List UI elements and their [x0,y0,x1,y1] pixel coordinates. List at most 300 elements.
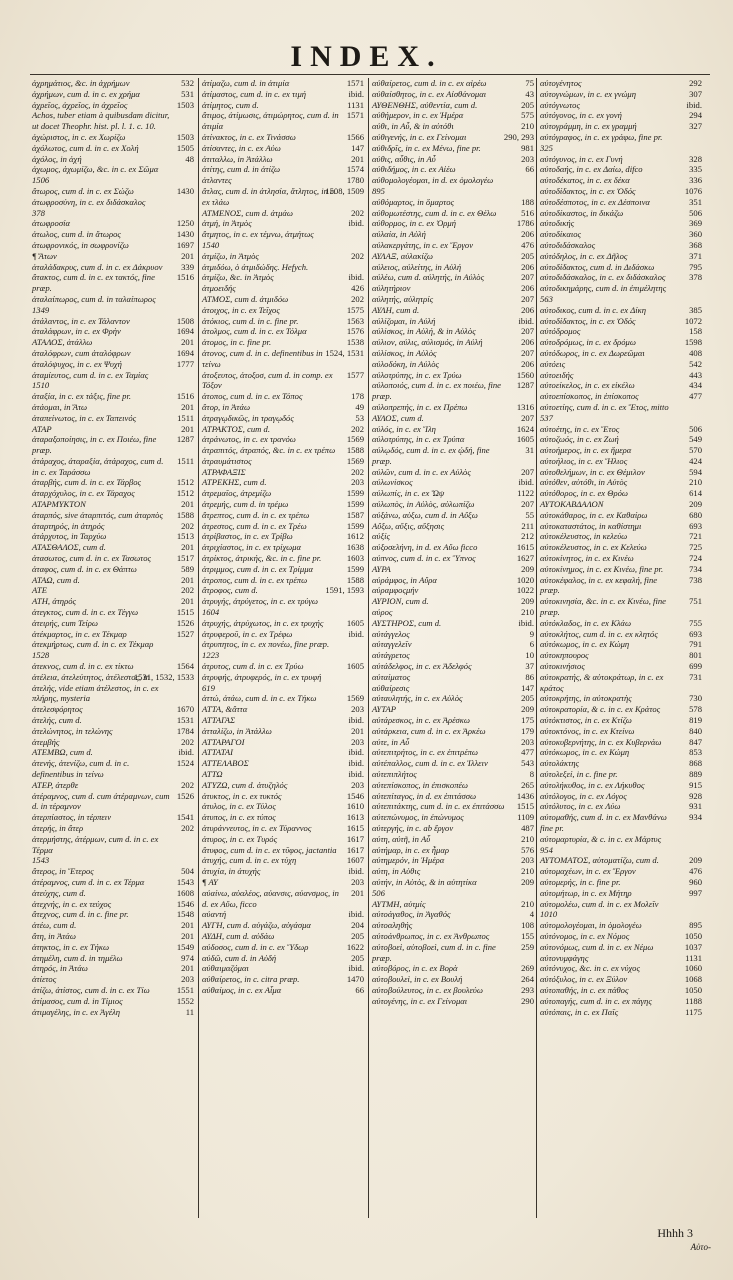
entry-page-number: 791 [689,639,702,650]
index-entry [32,391,194,402]
index-entry [540,402,702,413]
index-entry [540,186,702,197]
entry-text: 563 [540,293,553,304]
entry-text: αὐτοάγαθος, in Ἀγαθός [372,909,451,920]
entry-text: αὐτοκηπουρος [540,650,589,661]
entry-text: αὐθαίρετος, in c. citra præp. [202,974,300,985]
entry-page-number: 1511 [177,412,194,423]
entry-text: ἀτελώνητος, in τελώνης [32,725,113,736]
index-entry [540,650,702,661]
entry-page-number: 614 [689,488,702,499]
entry-page-number: 1588 [176,509,194,520]
entry-page-number: 43 [525,88,534,99]
entry-page-number: 212 [521,531,534,542]
index-entry [372,553,534,564]
entry-text: ἀτρυχής, ἀτρύχωτος, in c. ex τρυχής [202,617,324,628]
index-entry [202,704,364,715]
index-entry [540,132,702,143]
entry-text: αὐτόθορος, in c. ex Θρόω [540,488,628,499]
entry-text: ἀτρίβαστος, in c. ex Τρίβω [202,531,293,542]
entry-page-number: 594 [689,466,702,477]
entry-text: αὐτόδηλος, in c. ex Δῆλος [540,250,628,261]
index-entry [540,283,702,294]
entry-page-number: 1603 [346,553,364,564]
entry-page-number: 290 [521,995,534,1006]
entry-page-number: 1574 [346,164,364,175]
index-entry [32,208,194,219]
index-entry [202,758,364,769]
entry-text: ἀτριμμος, cum d. in c. ex Τρίμμα [202,563,314,574]
entry-text: ἄτεχνος, cum d. in c. fine pr. [32,909,129,920]
index-entry [372,175,534,186]
index-entry [202,78,364,89]
entry-text: αὐταγγελεῖν [372,639,412,650]
entry-text: ΑΤΡΕΚΗΣ, cum d. [202,477,267,488]
index-entry [202,413,364,424]
index-entry [32,985,194,996]
entry-page-number: 576 [521,844,534,855]
entry-page-number: 981 [521,142,534,153]
index-entry [32,488,194,499]
entry-page-number: 997 [689,887,702,898]
entry-text: ἀχωμος, ἀχωμίζω, &c. in c. ex Σῶμα [32,164,159,175]
entry-text: αὐλῶν, cum d. in c. ex Αὐλὸς [372,466,471,477]
index-entry [372,121,534,132]
entry-text: ΑΥΡΑ [372,563,391,574]
index-entry [32,931,194,942]
index-entry [540,985,702,996]
index-entry [32,499,194,510]
entry-text: αὐτοπαγής, cum d. in c. ex πάγης [540,995,652,1006]
entry-page-number: 549 [689,434,702,445]
entry-text: ἀταλαίπωρος, cum d. in ταλαίπωρος [32,293,156,304]
entry-text: ἀτρυφεροῦ, in c. ex Τρέφω [202,628,293,639]
entry-page-number: 575 [521,110,534,121]
entry-page-number: 1526 [176,617,194,628]
entry-page-number: 1531, 1532, 1533 [133,671,194,682]
index-entry [202,542,364,553]
entry-page-number: 206 [521,337,534,348]
entry-text: αὐπνος, cum d. in c. ex Ὕπνος [372,553,476,564]
entry-page-number: 1436 [516,790,534,801]
entry-page-number: 210 [521,121,534,132]
entry-text: αὐτοδαής, in c. ex Δαίω, difco [540,164,643,175]
entry-page-number: 516 [521,207,534,218]
entry-page-number: 1508, 1509 [325,185,364,196]
entry-text: ΑΥΤΟΚΑΒΔΑΛΟΝ [540,499,604,510]
index-entry [32,370,194,381]
entry-text: αὐτεργής, in c. ab ἔργον [372,822,454,833]
entry-page-number: 1020 [516,574,534,585]
entry-page-number: 37 [525,661,534,672]
entry-text: Αὔξω, αὔξις, αὔξησις [372,520,445,531]
entry-text: αὐθομωτέστης, cum d. in c. ex Θέλω [372,207,497,218]
index-entry [202,564,364,575]
entry-text: ΑΥΓΗ, cum d. αὐγάζω, αὐγάσμα [202,920,311,931]
index-entry [540,143,702,154]
index-entry [202,823,364,834]
index-entry [540,791,702,802]
entry-text: ¶ ΑΥ [202,876,218,887]
index-entry [202,240,364,251]
index-entry [540,931,702,942]
index-entry [372,542,534,553]
index-entry [32,521,194,532]
entry-page-number: 424 [689,455,702,466]
page-title: INDEX. [290,40,443,73]
entry-text: αὐτέπαλλος, cum d. in c. ex Ἰλλειν [372,758,488,769]
entry-page-number: 895 [689,920,702,931]
entry-text: αὐθαίσθητος, in c. ex Αἰσθάνομαι [372,88,487,99]
index-entry [202,110,364,132]
index-entry [372,326,534,337]
index-entry [372,531,534,542]
entry-text: ἀτυχής, cum d. in c. ex τύχη [202,855,297,866]
entry-page-number: 1517 [176,553,194,564]
entry-page-number: 203 [521,736,534,747]
index-entry [372,985,534,996]
index-entry [32,380,194,391]
entry-text: ἀτωφροσύνη, in c. ex διδάσκαλος [32,196,146,207]
index-entry [202,499,364,510]
entry-page-number: 201 [181,574,194,585]
entry-text: αὐτοδικημάρης, cum d. in ἐπιμέλητης [540,283,667,294]
column-separator [198,78,199,1218]
entry-page-number: 207 [521,466,534,477]
entry-page-number: 108 [521,920,534,931]
entry-text: αὐθαίμος, in c. ex Αἷμα [202,984,282,995]
entry-text: 1506 [32,175,50,186]
index-entry [202,639,364,650]
index-entry [540,391,702,402]
index-column-2 [202,78,364,1218]
entry-page-number: ibid. [348,866,364,877]
index-entry [202,672,364,683]
entry-text: αὐτεπίσκοπος, in ἐπισκοπέω [372,779,468,790]
entry-page-number: 201 [181,963,194,974]
entry-page-number: 204 [351,920,364,931]
index-entry [540,467,702,478]
entry-page-number: 1622 [346,941,364,952]
entry-text: αὐτόπαις, in c. ex Παῖς [540,1006,619,1017]
entry-page-number: 4 [529,909,534,920]
entry-page-number: 203 [351,779,364,790]
entry-page-number: 8 [529,769,534,779]
index-entry [540,942,702,953]
entry-text: αὐτόγυνος, in c. ex Γυνή [540,153,623,164]
entry-text: αὐτοκίνημος, in c. ex Κινέω, fine pr. [540,563,664,574]
entry-text: ΑΤΥΖΩ, cum d. ἀτυζηλός [202,779,288,790]
index-entry [372,899,534,910]
index-entry [32,823,194,834]
entry-page-number: 1577 [346,369,364,380]
index-entry [32,337,194,348]
entry-text: αὐθι, in Αὖ, & in αὐτόθι [372,121,454,132]
index-entry [202,132,364,143]
index-entry [202,596,364,607]
entry-text: ἀτεκμήρτως, cum d. in c. ex Τέκμαρ [32,639,154,650]
entry-text: αὐτόγραφος, in c. ex γράφω, fine pr. [540,131,663,142]
entry-text: ἀτίσαντες, in c. ex Αὐω [202,142,281,153]
index-entry [202,931,364,942]
entry-text: ἀτωφρονικός, in σωφρονίζω [32,239,129,250]
entry-text: ἀτρίκτος, ἀτρικής, &c. in c. fine pr. [202,553,322,564]
entry-page-number: 205 [521,250,534,261]
index-entry [202,585,364,596]
entry-page-number: 294 [689,110,702,121]
entry-text: ἀτμή, in Ἀτμὸς [202,218,252,229]
index-entry [32,596,194,607]
entry-page-number: 205 [351,952,364,963]
index-entry [540,316,702,327]
entry-page-number: 504 [181,866,194,877]
index-entry [540,974,702,985]
entry-page-number: 868 [689,758,702,769]
entry-page-number: 1610 [346,801,364,812]
entry-page-number: 1624 [516,423,534,434]
entry-page-number: ibid. [348,758,364,769]
index-entry [540,855,702,866]
entry-text: ἀττώ, ἀτάω, cum d. in c. ex Τήκω [202,693,317,704]
entry-page-number: 179 [521,725,534,736]
entry-page-number: 1549 [176,941,194,952]
index-entry [32,737,194,748]
entry-text: ἄτρεπτος, cum d. in c. ex τρέπω [202,509,310,520]
entry-text: ἀτίμητος, cum d. [202,99,259,110]
index-entry [540,510,702,521]
entry-text: ἀτυράννευτος, in c. ex Τύραννος [202,822,312,833]
entry-text: ἀταλόψυχος, in c. ex Ψυχή [32,358,122,369]
index-entry [540,531,702,542]
entry-text: ΑΥΛΟΣ, cum d. [372,412,424,423]
entry-text: αὐτη, in Αὐθις [372,866,421,877]
entry-text: ΑΤΗ, ἀτηρός [32,596,76,607]
entry-text: αὐτοέτης, in c. ex Ἔτος [540,423,620,434]
entry-text: ἀτραγῳδικῶς, in τραγῳδός [202,412,294,423]
entry-text: ἀχώριστος, in c. ex Χωρίζω [32,131,126,142]
entry-page-number: 1627 [516,553,534,564]
entry-text: ἀτυρος, in c. ex Τυρός [202,833,278,844]
index-entry [540,348,702,359]
entry-page-number: 1546 [346,790,364,801]
index-entry [202,337,364,348]
entry-text: ἄτμητος, in c. ex τέμνω, ἀτμήτως [202,229,314,240]
index-entry [32,704,194,715]
entry-page-number: 202 [181,779,194,790]
index-entry [202,521,364,532]
entry-page-number: 210 [689,477,702,488]
entry-text: 1223 [202,650,220,661]
entry-text: αὐτομολέω, cum d. in c. ex Μολεῖν [540,898,659,909]
entry-text: αὐτοάνθρωπος, in c. ex Ἀνθρωπος [372,930,490,941]
entry-text: ΑΤΤΕΛΑΒΟΣ [202,758,249,769]
entry-text: αὐλοτρύπης, in c. ex Τρύπα [372,434,465,445]
index-entry [372,143,534,154]
index-entry [202,629,364,640]
entry-text: αὐτολάκτης [540,758,580,769]
entry-text: αὐλωπὸς, in Αὐλὸς, αὐλωπίζω [372,499,475,510]
entry-text: αὐτοκίνητος, in c. ex Κινέω [540,553,634,564]
index-entry [32,758,194,780]
index-entry [32,132,194,143]
entry-text: αὐτόκωμος, in c. ex Κώμη [540,747,630,758]
index-entry [540,240,702,251]
index-entry [202,780,364,791]
entry-page-number: 1543 [176,876,194,887]
entry-page-number: 1512 [176,477,194,488]
index-entry [372,132,534,143]
index-entry [202,305,364,316]
index-entry [372,467,534,478]
index-entry [540,272,702,283]
entry-page-number: 86 [525,671,534,682]
entry-text: ΑΤΤΑ, &ἄττα [202,704,248,715]
entry-text: ΑΤΕ [32,585,47,596]
index-entry [540,704,702,715]
index-entry [202,963,364,974]
entry-page-number: 201 [181,920,194,931]
index-entry [32,812,194,823]
entry-page-number: 680 [689,509,702,520]
index-entry [372,693,534,704]
entry-page-number: 819 [689,715,702,726]
entry-page-number: 201 [351,153,364,164]
index-entry [32,1007,194,1018]
entry-text: ἀταφος, cum d. in c. ex Θάπτω [32,563,137,574]
entry-page-number: 206 [521,229,534,240]
entry-text: ἀτερής, in ἄτερ [32,822,84,833]
index-entry [202,607,364,618]
entry-page-number: ibid. [518,477,534,488]
index-entry [202,229,364,240]
entry-page-number: 725 [689,542,702,553]
entry-page-number: 1780 [346,175,364,186]
entry-page-number: 265 [521,779,534,790]
index-entry [32,618,194,629]
entry-text: 378 [32,207,45,218]
index-entry [32,953,194,964]
entry-text: αὐτογνώμων, in c. ex γνώμη [540,88,637,99]
index-entry [540,780,702,791]
entry-text: αὐλίσκος, in Αὐλή, & in Αὐλὸς [372,326,476,337]
entry-text: αὐλειος, αὐλείτης, in Αὐλή [372,261,462,272]
entry-text: ἀτίμαζω, cum d. in ἀτιμία [202,78,290,88]
entry-page-number: 1786 [516,218,534,229]
entry-page-number: 211 [521,520,534,531]
entry-text: αὐτοδίκαστος, in δικάζω [540,207,624,218]
entry-page-number: ibid. [348,218,364,229]
entry-text: ἀτηκτος, in c. ex Τήκω [32,941,110,952]
index-entry [372,154,534,165]
entry-page-number: 974 [181,952,194,963]
index-entry [372,413,534,424]
index-entry [32,89,194,100]
index-entry [32,175,194,186]
entry-page-number: 1598 [684,337,702,348]
index-entry [372,618,534,629]
entry-text: αὐτοκρατής, & αὐτοκράτωρ, in c. ex κράτος [540,671,664,693]
entry-text: αὐλοδόκη, in Αὐλὸς [372,358,439,369]
index-entry [32,164,194,175]
entry-text: αὐτοθελήμων, in c. ex Θέμιλον [540,466,645,477]
entry-text: ΑΥΤΜΗ, αὐτμίς [372,898,426,909]
entry-page-number: 206 [521,261,534,272]
entry-text: ΑΤΡΑΚΤΟΣ, cum d. [202,423,270,434]
index-entry [202,661,364,672]
index-entry [32,531,194,542]
entry-page-number: 1538 [346,337,364,348]
entry-text: ἀτοιχος, in c. ex Τεῖχος [202,304,280,315]
entry-text: ἀταλάφρων, in c. ex Φρὴν [32,326,121,337]
entry-text: αὐτοδιδάσκαλος, in c. ex διδάσκαλος [540,272,666,283]
entry-page-number: 202 [181,520,194,531]
entry-text: αὐτοδέσποτος, in c. ex Δέσποινα [540,196,650,207]
entry-text: ἀτάομαι, in Ἄτω [32,401,88,412]
index-entry [202,456,364,467]
index-entry [372,380,534,402]
entry-text: 895 [372,185,385,196]
entry-text: αὐτόδωρος, in c. ex Δωρεῶμαι [540,347,645,358]
index-entry [372,316,534,327]
entry-page-number: 853 [689,747,702,758]
entry-text: ἀτομος, in c. fine pr. [202,337,272,348]
index-entry [372,834,534,845]
entry-page-number: 1072 [684,315,702,326]
entry-page-number: 188 [521,196,534,207]
index-entry [32,229,194,240]
index-entry [372,197,534,208]
index-entry [32,780,194,791]
entry-text: αὐτόλογος, in c. ex Λόγος [540,790,627,801]
entry-text: αὐθορμος, in c. ex Ὁρμή [372,218,456,229]
entry-text: ἀτυκτος, in c. ex τυκτός [202,790,282,801]
index-entry [372,596,534,607]
entry-page-number: 693 [689,628,702,639]
entry-text: αὐτε, in Αὖ [372,736,410,747]
index-entry [372,629,534,640]
index-entry [372,359,534,370]
index-entry [372,186,534,197]
entry-text: ἀτωφροσία [32,218,70,229]
entry-page-number: 75 [525,78,534,88]
index-entry [202,693,364,704]
entry-page-number: 264 [521,974,534,985]
index-entry [32,359,194,370]
entry-page-number: 1551 [176,984,194,995]
entry-text: αὐθαίρεσις [372,682,410,693]
entry-text: αὐτόνομος, in c. ex Νόμος [540,930,630,941]
index-entry [540,370,702,381]
entry-text: αὐλωπίς, in c. ex Ὤψ [372,488,445,499]
entry-page-number: 699 [689,661,702,672]
entry-page-number: 203 [521,855,534,866]
entry-page-number: 158 [689,326,702,337]
entry-text: αὐτοδικος, cum d. in c. ex Δίκη [540,304,647,315]
index-entry [202,920,364,931]
entry-page-number: 476 [689,866,702,877]
entry-page-number: 506 [689,423,702,434]
entry-page-number: 1569 [346,434,364,445]
index-entry [32,585,194,596]
entry-page-number: 1670 [176,704,194,715]
index-entry [32,639,194,650]
index-entry [202,208,364,219]
index-entry [32,834,194,856]
index-entry [540,726,702,737]
entry-page-number: ibid. [348,715,364,726]
entry-page-number: 751 [689,596,702,607]
entry-page-number: 55 [525,509,534,520]
